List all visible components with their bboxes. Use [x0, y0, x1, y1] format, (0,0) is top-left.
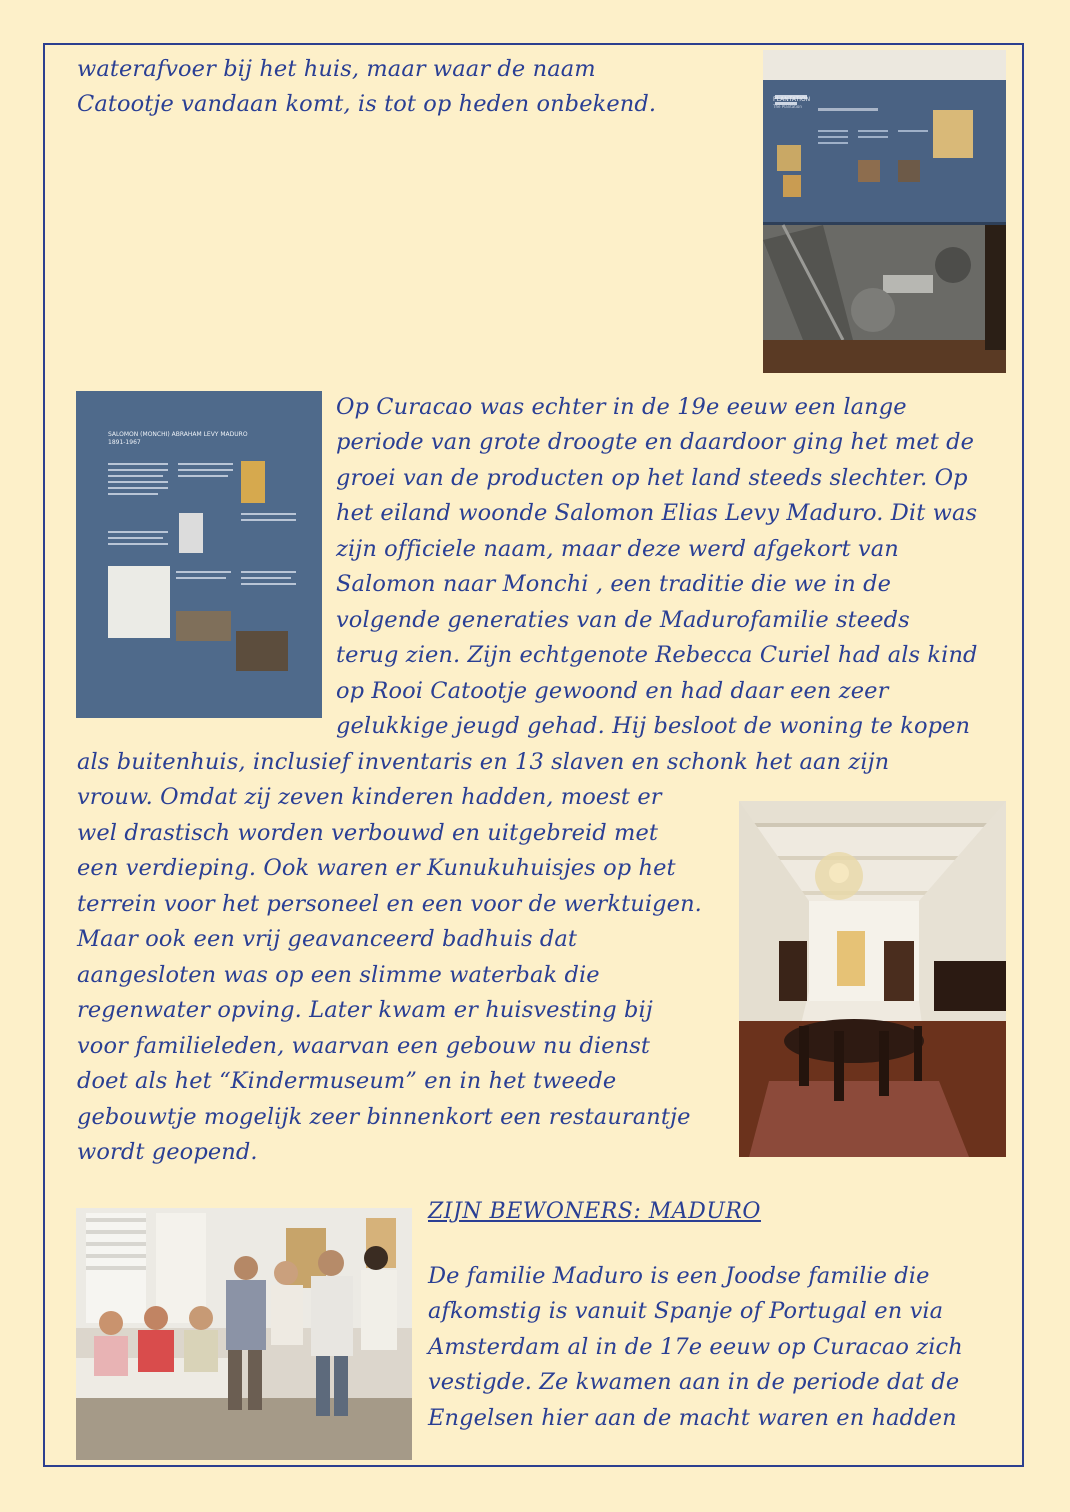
paragraph-line: gebouwtje mogelijk zeer binnenkort een restaurantje: [77, 1104, 691, 1130]
paragraph-line: gelukkige jeugd gehad. Hij besloot de woning te kopen: [336, 713, 971, 739]
paragraph-line: Salomon naar Monchi , een traditie die we in de: [336, 571, 891, 597]
paragraph-line: een verdieping. Ook waren er Kunukuhuisjes op het: [77, 855, 676, 881]
paragraph-line: waterafvoer bij het huis, maar waar de naam: [77, 56, 596, 82]
panel-title: SALOMON (MONCHI) ABRAHAM LEVY MADURO: [108, 431, 248, 438]
paragraph-line: De familie Maduro is een Joodse familie die: [428, 1263, 930, 1289]
paragraph-line: Maar ook een vrij geavanceerd badhuis dat: [77, 926, 578, 952]
paragraph-line: Catootje vandaan komt, is tot op heden onbekend.: [77, 91, 657, 117]
paragraph-line: voor familieleden, waarvan een gebouw nu dienst: [77, 1033, 651, 1059]
paragraph-line: aangesloten was op een slimme waterbak die: [77, 962, 600, 988]
paragraph-line: vrouw. Omdat zij zeven kinderen hadden, moest er: [77, 784, 662, 810]
paragraph-line: Engelsen hier aan de macht waren en hadden: [428, 1405, 957, 1431]
paragraph-line: Amsterdam al in de 17e eeuw op Curacao zich: [428, 1334, 963, 1360]
paragraph-line: volgende generaties van de Madurofamilie steeds: [336, 607, 910, 633]
paragraph-line: op Rooi Catootje gewoond en had daar een zeer: [336, 678, 889, 704]
paragraph-line: groei van de producten op het land steeds slechter. Op: [336, 465, 968, 491]
paragraph-line: Op Curacao was echter in de 19e eeuw een lange: [336, 394, 907, 420]
paragraph-line: afkomstig is vanuit Spanje of Portugal en via: [428, 1298, 944, 1324]
salomon-panel-photo: [76, 391, 322, 718]
paragraph-line: terrein voor het personeel en een voor de werktuigen.: [77, 891, 702, 917]
paragraph-line: vestigde. Ze kwamen aan in de periode dat de: [428, 1369, 960, 1395]
section-heading: ZIJN BEWONERS: MADURO: [428, 1199, 761, 1224]
panel-years: 1891-1967: [108, 439, 141, 446]
paragraph-line: terug zien. Zijn echtgenote Rebecca Curiel had als kind: [336, 642, 978, 668]
exhibit-wall-photo: [763, 50, 1006, 373]
paragraph-line: het eiland woonde Salomon Elias Levy Maduro. Dit was: [336, 500, 978, 526]
paragraph-line: wordt geopend.: [77, 1139, 258, 1165]
paragraph-line: periode van grote droogte en daardoor ging het met de: [336, 429, 975, 455]
paragraph-line: wel drastisch worden verbouwd en uitgebreid met: [77, 820, 659, 846]
paragraph-line: doet als het “Kindermuseum” en in het tweede: [77, 1068, 617, 1094]
paragraph-line: als buitenhuis, inclusief inventaris en 13 slaven en schonk het aan zijn: [77, 749, 890, 775]
exhibit-title: PLANTATION: [773, 96, 811, 103]
dining-room-photo: [739, 801, 1006, 1157]
exhibit-subtitle: The Plantation: [773, 104, 802, 109]
paragraph-line: regenwater opving. Later kwam er huisvesting bij: [77, 997, 653, 1023]
visitors-photo: [76, 1208, 412, 1460]
paragraph-line: zijn officiele naam, maar deze werd afgekort van: [336, 536, 899, 562]
